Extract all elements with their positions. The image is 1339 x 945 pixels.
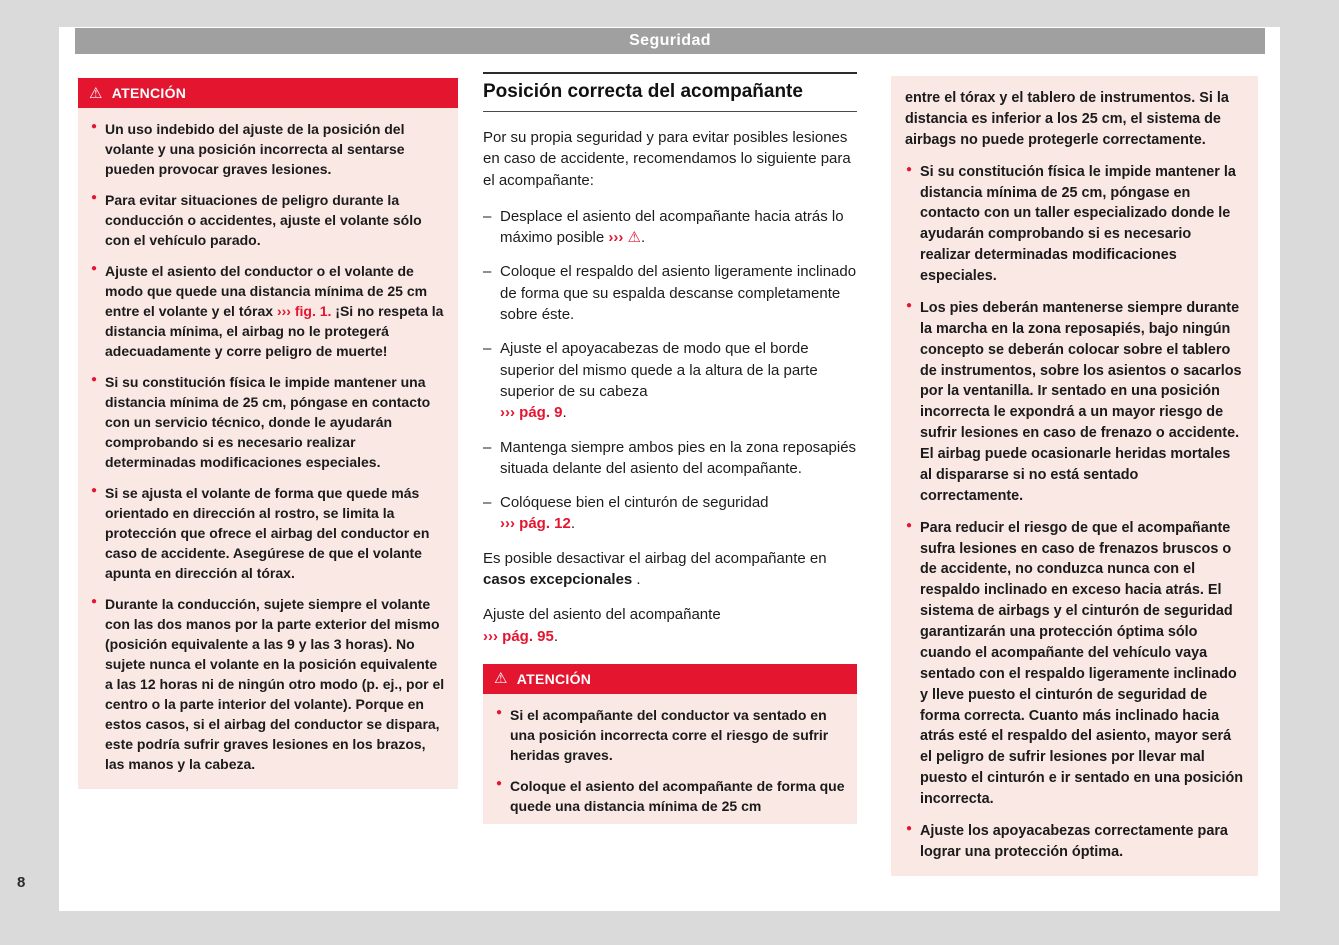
bullet-icon: ● <box>906 822 913 834</box>
warning-continuation-text <box>905 88 1244 151</box>
middle-column <box>483 72 857 824</box>
bullet-icon: ● <box>91 374 98 386</box>
text-run: ››› pág. 12 <box>500 515 571 533</box>
warning-bullet <box>905 162 1244 287</box>
warning-bullet-text <box>920 520 1243 807</box>
warning-box-left <box>78 78 458 789</box>
dash-item <box>483 338 857 423</box>
left-column <box>78 78 458 789</box>
bullet-icon: ● <box>91 192 98 204</box>
warning-bullet-text <box>105 596 444 772</box>
text-run: . <box>553 627 559 645</box>
paragraph <box>483 604 857 647</box>
text-run: Ajuste del asiento del acompañante <box>483 606 721 624</box>
section-heading: Posición correcta del acompañante <box>483 81 803 102</box>
warning-bullet-text <box>105 192 422 248</box>
warning-bullet-text <box>105 263 443 359</box>
warning-bullet-text <box>510 707 828 763</box>
text-run: Mantenga siempre ambos pies en la zona reposapiés situada delante del asiento del acompañante. <box>500 438 857 477</box>
bullet-icon: ● <box>91 485 98 497</box>
dash-item <box>483 492 857 535</box>
warning-bullet <box>495 776 845 816</box>
text-run: Si el acompañante del conductor va sentado en una posición incorrecta corre el riesgo de sufrir heridas graves. <box>510 706 829 763</box>
text-run: ››› ⚠ <box>608 229 641 247</box>
text-run: Si se ajusta el volante de forma que quede más orientado en dirección al rostro, se limita la protección que ofrece el airbag del conductor en caso de accidente. Asegúrese de que el volante apunta en dirección al tórax. <box>105 485 430 582</box>
warning-bullet <box>90 483 446 583</box>
dash-item-text <box>500 494 769 532</box>
warning-title: ATENCIÓN <box>516 670 592 687</box>
dash-marker: – <box>483 438 492 456</box>
dash-item <box>483 206 857 249</box>
bullet-icon: ● <box>496 777 503 789</box>
warning-bullet <box>90 594 446 774</box>
text-run: Coloque el respaldo del asiento ligeramente inclinado de forma que su espalda descanse completamente sobre éste. <box>500 263 857 324</box>
text-run: ››› fig. 1. <box>276 303 332 320</box>
page-number: 8 <box>17 874 26 891</box>
bullet-icon: ● <box>906 299 913 311</box>
text-run: ¡Si no respeta la distancia mínima, el airbag no le protegerá adecuadamente y corre peligro de muerte! <box>105 303 444 360</box>
bullet-icon: ● <box>91 121 98 132</box>
warning-bullet-text <box>105 121 405 177</box>
text-run: Coloque el asiento del acompañante de forma que quede una distancia mínima de 25 cm <box>510 777 845 814</box>
warning-bullet-text <box>920 164 1236 284</box>
text-run: Un uso indebido del ajuste de la posición del volante y una posición incorrecta al sentarse pueden provocar graves lesiones. <box>105 121 405 178</box>
warning-bullet <box>905 821 1244 863</box>
dash-item <box>483 437 857 480</box>
right-column <box>891 76 1258 876</box>
dash-marker: – <box>483 263 492 281</box>
warning-body-middle <box>483 694 857 824</box>
warning-bullet <box>90 119 446 179</box>
bullet-icon: ● <box>906 519 913 531</box>
dash-marker: – <box>483 340 492 358</box>
text-run: ››› pág. 9 <box>500 404 563 422</box>
warning-box-middle <box>483 664 857 824</box>
body-paragraphs <box>483 548 857 647</box>
text-run: Es posible desactivar el airbag del acompañante en <box>483 549 827 567</box>
warning-bullet <box>905 518 1244 810</box>
text-run: . <box>570 515 576 533</box>
bullet-icon: ● <box>906 163 913 175</box>
warning-body-left <box>78 108 458 789</box>
text-run: Si su constitución física le impide mantener la distancia mínima de 25 cm, póngase en contacto con un taller especializado donde le ayudarán comprobando si es necesario realizar determinadas modificaciones especiales. <box>920 163 1236 284</box>
warning-triangle-icon: ⚠ <box>89 84 103 102</box>
warning-bullet-text <box>510 778 845 814</box>
warning-bullet-text <box>105 374 430 470</box>
page-header-title: Seguridad <box>629 32 711 49</box>
text-run: Ajuste el asiento del conductor o el volante de modo que quede una distancia mínima de 25 cm entre el volante y el tórax <box>105 263 428 320</box>
text-run: Los pies deberán mantenerse siempre durante la marcha en la zona reposapiés, bajo ningún concepto se deberán colocar sobre el tablero de instrumentos, sobre los asientos o sacarlos por la ventanilla. Ir sentado en una posición incorrecta le expondrá a un mayor riesgo de sufrir lesiones en caso de frenazo o accidente. El airbag puede ocasionarle heridas mortales al dispararse si no está sentado correctamente. <box>920 299 1242 504</box>
warning-bullet <box>905 298 1244 507</box>
warning-header-middle <box>483 664 857 694</box>
text-run: Durante la conducción, sujete siempre el volante con las dos manos por la parte exterior del mismo (posición equivalente a las 9 y las 3 horas). No sujete nunca el volante en la posición equivalente a las 12 horas ni de ningún otro modo (p. ej., por el centro o la parte interior del volante). Porque en estos casos, si el airbag del conductor se dispara, este podría sufrir graves lesiones en los brazos, las manos y la cabeza. <box>105 596 445 773</box>
warning-bullet-text <box>920 300 1242 504</box>
page-header <box>75 28 1265 54</box>
text-run: Ajuste los apoyacabezas correctamente para lograr una protección óptima. <box>920 822 1228 860</box>
dash-marker: – <box>483 207 492 225</box>
warning-bullet <box>90 261 446 361</box>
dash-item-text <box>500 208 844 246</box>
text-run: Colóquese bien el cinturón de seguridad <box>500 494 769 512</box>
warning-title: ATENCIÓN <box>111 85 187 101</box>
text-run: casos excepcionales <box>483 571 633 589</box>
intro-paragraph: Por su propia seguridad y para evitar posibles lesiones en caso de accidente, recomendamos lo siguiente para el acompañante: <box>483 129 851 189</box>
text-run: Para reducir el riesgo de que el acompañante sufra lesiones en caso de frenazos bruscos o de accidente, no conduzca nunca con el respaldo inclinado en exceso hacia atrás. El sistema de airbags y el cinturón de seguridad garantizarán una protección óptima sólo cuando el acompañante del vehículo vaya sentado con el respaldo ligeramente inclinado y lleve puesto el cinturón de seguridad de forma correcta. Cuanto más inclinado hacia atrás esté el respaldo del asiento, mayor será el peligro de sufrir lesiones por llevar mal puesto el cinturón e ir sentado en una posición incorrecta. <box>920 519 1244 807</box>
warning-triangle-icon: ⚠ <box>494 670 508 688</box>
warning-bullet <box>90 372 446 472</box>
text-run: . <box>562 404 567 422</box>
text-run: . <box>632 571 641 589</box>
dash-item-text <box>500 439 856 477</box>
warning-bullet <box>90 190 446 250</box>
text-run: ››› pág. 95 <box>483 627 554 645</box>
text-run: Para evitar situaciones de peligro durante la conducción o accidentes, ajuste el volante sólo con el vehículo parado. <box>105 192 422 249</box>
warning-bullet <box>495 705 845 765</box>
warning-bullet-list <box>905 162 1244 863</box>
dash-list <box>483 206 857 535</box>
warning-bullet-text <box>105 485 429 581</box>
text-run: Si su constitución física le impide mantener una distancia mínima de 25 cm, póngase en contacto con un servicio técnico, donde le ayudarán comprobando si es necesario realizar determinadas modificaciones especiales. <box>105 374 431 471</box>
bullet-icon: ● <box>496 706 503 718</box>
warning-box-continuation <box>891 76 1258 876</box>
text-run: entre el tórax y el tablero de instrumentos. Si la distancia es inferior a los 25 cm, el sistema de airbags no puede protegerle correctamente. <box>905 90 1229 148</box>
dash-item-text <box>500 263 856 323</box>
warning-header-left <box>78 78 458 108</box>
section-heading-block <box>483 72 857 112</box>
text-run: . <box>641 229 646 247</box>
warning-bullet-text <box>920 823 1228 860</box>
dash-item <box>483 261 857 325</box>
bullet-icon: ● <box>91 596 98 608</box>
dash-marker: – <box>483 494 492 512</box>
dash-item-text <box>500 340 818 421</box>
text-run: Desplace el asiento del acompañante hacia atrás lo máximo posible <box>500 207 844 247</box>
paragraph <box>483 548 857 591</box>
bullet-icon: ● <box>91 263 98 275</box>
text-run: Ajuste el apoyacabezas de modo que el borde superior del mismo quede a la altura de la parte superior de su cabeza <box>500 340 818 400</box>
